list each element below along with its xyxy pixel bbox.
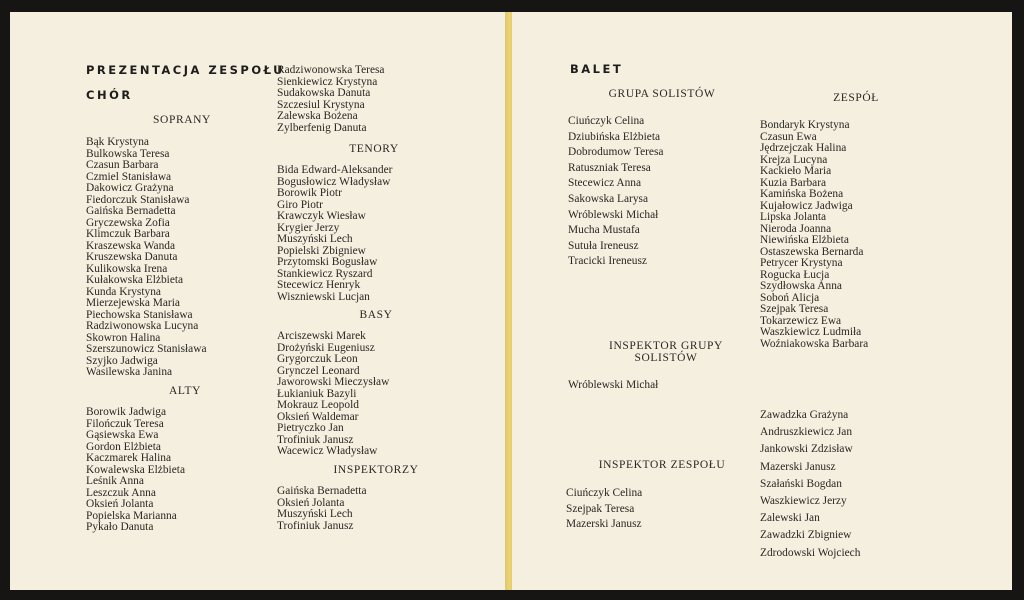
left-page (10, 12, 507, 590)
soprany-name: Kraszewska Wanda (86, 239, 176, 252)
basy-list (277, 331, 389, 458)
inspektorzy-name: Trofiniuk Janusz (277, 519, 354, 532)
solista-name: Dobrodumow Teresa (568, 146, 664, 159)
soprany-name: Klimczuk Barbara (86, 228, 170, 240)
soprany-name: Kułakowska Elżbieta (86, 274, 184, 286)
alty-name: Filończuk Teresa (86, 417, 164, 430)
basy-name: Jaworowski Mieczysław (277, 376, 390, 388)
solista-name: Tracicki Ireneusz (568, 255, 647, 268)
inspektor-solistow-heading-line2: SOLISTÓW (634, 352, 698, 364)
inspektorzy-name: Oksień Jolanta (277, 496, 345, 509)
choir-title: CHÓR (86, 88, 133, 102)
alty-name: Leśnik Anna (86, 475, 144, 487)
zespol-name: Waszkiewicz Ludmiła (760, 326, 862, 338)
tenory-name: Bida Edward-Aleksander (277, 164, 393, 176)
zespol-name: Soboń Alicja (760, 291, 820, 304)
solista-name: Ciuńczyk Celina (568, 115, 645, 127)
inspektor-solistow-heading-line1: INSPEKTOR GRUPY (609, 340, 723, 352)
basy-name: Grygorczuk Leon (277, 353, 358, 365)
zespol-name: Nieroda Joanna (760, 222, 832, 235)
inspektorzy-name: Gaińska Bernadetta (277, 485, 367, 497)
tenory-name: Giro Piotr (277, 198, 323, 211)
basy-name: Grynczel Leonard (277, 364, 360, 377)
zespol-name: Bondaryk Krystyna (760, 119, 850, 131)
zespol-name: Szejpak Teresa (760, 303, 829, 315)
zespol-name: Kujałowicz Jadwiga (760, 199, 853, 212)
alty-name: Popielska Marianna (86, 509, 177, 522)
zespol-list-bottom (760, 407, 860, 562)
tenory-name: Stankiewicz Ryszard (277, 267, 373, 280)
soprany-name: Czmiel Stanisława (86, 170, 172, 183)
tenory-name: Popielski Zbigniew (277, 244, 366, 257)
soprany-cont-name: Sudakowska Danuta (277, 87, 371, 99)
solisci-list (568, 114, 663, 270)
solisci-heading: GRUPA SOLISTÓW (608, 88, 716, 100)
basy-heading: BASY (359, 309, 393, 321)
zespol-name: Kackieło Maria (760, 165, 832, 177)
basy-name: Wacewicz Władysław (277, 445, 378, 457)
solista-name: Sutuła Ireneusz (568, 239, 639, 252)
zespol-name: Andruszkiewicz Jan (760, 426, 853, 439)
zespol-name: Zawadzki Zbigniew (760, 529, 852, 542)
solista-name: Wróblewski Michał (568, 208, 659, 221)
zespol-heading: ZESPÓŁ (833, 92, 879, 104)
solista-name: Ratuszniak Teresa (568, 161, 651, 174)
soprany-name: Gaińska Bernadetta (86, 205, 176, 217)
zespol-name: Lipska Jolanta (760, 211, 827, 223)
soprany-list (86, 137, 207, 379)
zespol-name: Zdrodowski Wojciech (760, 546, 861, 559)
tenory-name: Bogusłowicz Władysław (277, 175, 391, 188)
tenory-heading: TENORY (349, 143, 399, 155)
basy-name: Łukianiuk Bazyli (277, 387, 357, 400)
inspektor-solistow-name: Wróblewski Michał (568, 379, 659, 391)
soprany-cont-name: Zalewska Bożena (277, 110, 358, 122)
soprany-name: Kunda Krystyna (86, 285, 161, 298)
inspektor-zespolu-list (566, 486, 642, 533)
inspektor-zespolu-name: Ciuńczyk Celina (566, 487, 643, 499)
soprany-name: Wasilewska Janina (86, 366, 173, 378)
zespol-name: Woźniakowska Barbara (760, 337, 869, 350)
alty-heading: ALTY (168, 385, 201, 397)
zespol-name: Krejza Lucyna (760, 153, 828, 166)
basy-name: Pietryczko Jan (277, 422, 344, 434)
soprany-cont-name: Zylberfenig Danuta (277, 121, 367, 134)
soprany-name: Mierzejewska Maria (86, 297, 180, 309)
soprany-name: Gryczewska Zofia (86, 216, 170, 229)
soprany-cont-name: Radziwonowska Teresa (277, 64, 385, 76)
tenory-name: Borowik Piotr (277, 187, 342, 199)
alty-name: Borowik Jadwiga (86, 406, 167, 418)
basy-name: Arciszewski Marek (277, 330, 366, 342)
tenory-name: Muszyński Lech (277, 233, 353, 245)
alty-name: Gordon Elżbieta (86, 440, 161, 453)
soprany-cont-name: Sienkiewicz Krystyna (277, 75, 378, 88)
soprany-name: Bąk Krystyna (86, 136, 149, 148)
alty-name: Gąsiewska Ewa (86, 429, 159, 441)
zespol-name: Czasun Ewa (760, 130, 817, 143)
inspektorzy-list (277, 486, 367, 532)
inspektor-solistow-heading (596, 340, 736, 364)
basy-name: Mokrauz Leopold (277, 399, 359, 411)
soprany-name: Kruszewska Danuta (86, 251, 178, 263)
zespol-name: Kuzia Barbara (760, 176, 827, 189)
alty-list (86, 407, 185, 534)
page-title: PREZENTACJA ZESPOŁU (86, 63, 285, 77)
zespol-name: Szałański Bogdan (760, 477, 842, 490)
soprany-cont-list (277, 65, 385, 134)
alty-name: Leszczuk Anna (86, 486, 156, 499)
solista-name: Dziubińska Elżbieta (568, 130, 661, 143)
soprany-heading: SOPRANY (153, 114, 211, 126)
alty-name: Kaczmarek Halina (86, 452, 172, 464)
tenory-name: Krygier Jerzy (277, 221, 340, 234)
soprany-name: Piechowska Stanisława (86, 308, 193, 321)
balet-title: BALET (570, 62, 624, 76)
tenory-name: Przytomski Bogusław (277, 256, 378, 268)
zespol-name: Jankowski Zdzisław (760, 443, 853, 456)
zespol-name: Niewińska Elżbieta (760, 234, 849, 246)
soprany-name: Bulkowska Teresa (86, 147, 170, 160)
tenory-name: Wiszniewski Lucjan (277, 290, 370, 303)
alty-name: Oksień Jolanta (86, 498, 154, 510)
zespol-name: Waszkiewicz Jerzy (760, 494, 847, 507)
zespol-name: Zawadzka Grażyna (760, 409, 849, 421)
soprany-name: Czasun Barbara (86, 159, 159, 171)
alty-name: Pykało Danuta (86, 521, 154, 533)
zespol-name: Rogucka Łucja (760, 268, 830, 281)
basy-name: Trofiniuk Janusz (277, 433, 354, 446)
basy-name: Drożyński Eugeniusz (277, 341, 375, 354)
tenory-list (277, 165, 392, 303)
soprany-name: Radziwonowska Lucyna (86, 320, 199, 332)
soprany-cont-name: Szczesiul Krystyna (277, 98, 365, 111)
soprany-name: Dakowicz Grażyna (86, 182, 174, 194)
zespol-name: Zalewski Jan (760, 512, 820, 525)
inspektor-zespolu-name: Szejpak Teresa (566, 502, 635, 515)
solista-name: Stecewicz Anna (568, 177, 642, 190)
zespol-name: Kamińska Bożena (760, 188, 844, 200)
inspektor-solistow-list (568, 378, 658, 394)
solista-name: Sakowska Larysa (568, 192, 649, 205)
basy-name: Oksień Waldemar (277, 410, 359, 423)
tenory-name: Krawczyk Wiesław (277, 210, 366, 222)
inspektorzy-heading: INSPEKTORZY (333, 464, 419, 476)
soprany-name: Kulikowska Irena (86, 262, 168, 275)
inspektor-zespolu-heading: INSPEKTOR ZESPOŁU (598, 459, 726, 471)
zespol-name: Szydłowska Anna (760, 280, 842, 292)
inspektor-zespolu-name: Mazerski Janusz (566, 518, 642, 531)
soprany-name: Skowron Halina (86, 331, 161, 344)
solista-name: Mucha Mustafa (568, 224, 640, 237)
zespol-name: Tokarzewicz Ewa (760, 314, 842, 327)
soprany-name: Szyjko Jadwiga (86, 354, 158, 367)
alty-name: Kowalewska Elżbieta (86, 463, 185, 476)
soprany-name: Fiedorczuk Stanisława (86, 193, 190, 206)
zespol-name: Mazerski Janusz (760, 460, 836, 473)
inspektorzy-name: Muszyński Lech (277, 508, 353, 520)
zespol-name: Jędrzejczak Halina (760, 142, 847, 154)
zespol-name: Ostaszewska Bernarda (760, 245, 864, 258)
zespol-name: Petrycer Krystyna (760, 257, 843, 269)
soprany-name: Szerszunowicz Stanisława (86, 343, 207, 355)
tenory-name: Stecewicz Henryk (277, 279, 361, 291)
zespol-list-top (760, 120, 868, 350)
